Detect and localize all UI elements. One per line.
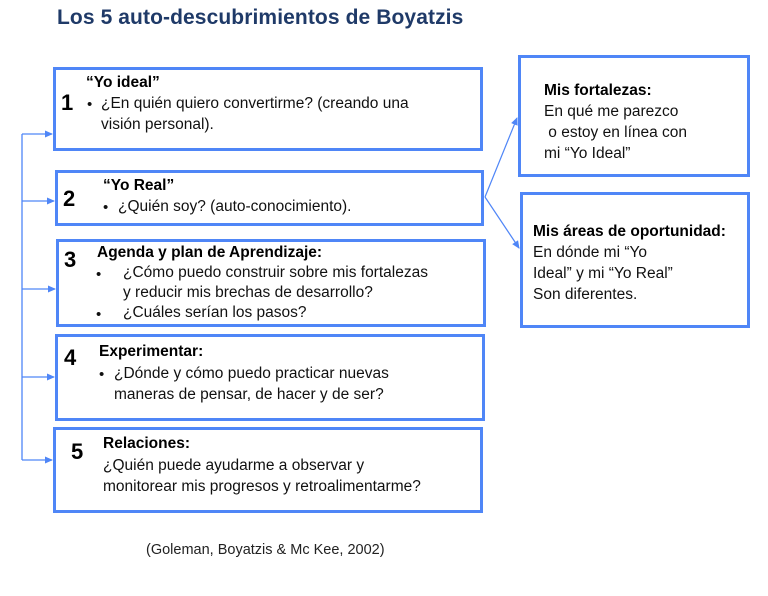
step-text: ¿Dónde y cómo puedo practicar nuevas <box>114 365 389 382</box>
step-text: ¿En quién quiero convertirme? (creando una <box>101 95 409 112</box>
step-heading: Relaciones: <box>103 435 191 452</box>
step-number: 2 <box>63 186 76 211</box>
step-heading: “Yo ideal” <box>86 74 160 91</box>
bullet-icon: • <box>87 96 93 113</box>
step-number: 1 <box>61 90 74 115</box>
outcome-strengths-box <box>518 55 750 177</box>
outcome-text: En dónde mi “Yo <box>533 244 648 261</box>
outcome-opportunities-box <box>520 192 750 328</box>
page-title: Los 5 auto-descubrimientos de Boyatzis <box>57 6 464 29</box>
bullet-icon: • <box>96 266 102 283</box>
step-number: 5 <box>71 439 84 464</box>
outcome-text: Son diferentes. <box>533 286 638 303</box>
step-5-box <box>53 427 483 513</box>
bullet-icon: • <box>103 199 109 216</box>
step-text: ¿Cuáles serían los pasos? <box>123 304 307 321</box>
bullet-icon: • <box>96 306 102 323</box>
step-4-box <box>55 334 485 421</box>
step-3-box <box>56 239 486 327</box>
step-1-box <box>53 67 483 151</box>
step-text: monitorear mis progresos y retroalimentarme? <box>103 478 421 495</box>
step-heading: Experimentar: <box>99 343 204 360</box>
step-text: maneras de pensar, de hacer y de ser? <box>114 386 384 403</box>
citation: (Goleman, Boyatzis & Mc Kee, 2002) <box>146 542 385 558</box>
outcome-text: En qué me parezco <box>544 103 679 120</box>
step-number: 3 <box>64 247 77 272</box>
step-text: y reducir mis brechas de desarrollo? <box>123 284 373 301</box>
step-heading: “Yo Real” <box>103 177 175 194</box>
step-text: visión personal). <box>101 116 214 133</box>
outcome-heading: Mis áreas de oportunidad: <box>533 223 726 240</box>
outcome-text: o estoy en línea con <box>544 124 688 141</box>
step-text: ¿Cómo puedo construir sobre mis fortalezas <box>123 264 428 281</box>
outcome-heading: Mis fortalezas: <box>544 82 652 99</box>
step-heading: Agenda y plan de Aprendizaje: <box>97 244 323 261</box>
outcome-text: mi “Yo Ideal” <box>544 145 631 162</box>
step-2-box <box>55 170 484 226</box>
step-text: ¿Quién soy? (auto-conocimiento). <box>118 198 352 215</box>
bullet-icon: • <box>99 366 105 383</box>
step-number: 4 <box>64 345 77 370</box>
step-text: ¿Quién puede ayudarme a observar y <box>103 457 365 474</box>
outcome-text: Ideal” y mi “Yo Real” <box>533 265 673 282</box>
